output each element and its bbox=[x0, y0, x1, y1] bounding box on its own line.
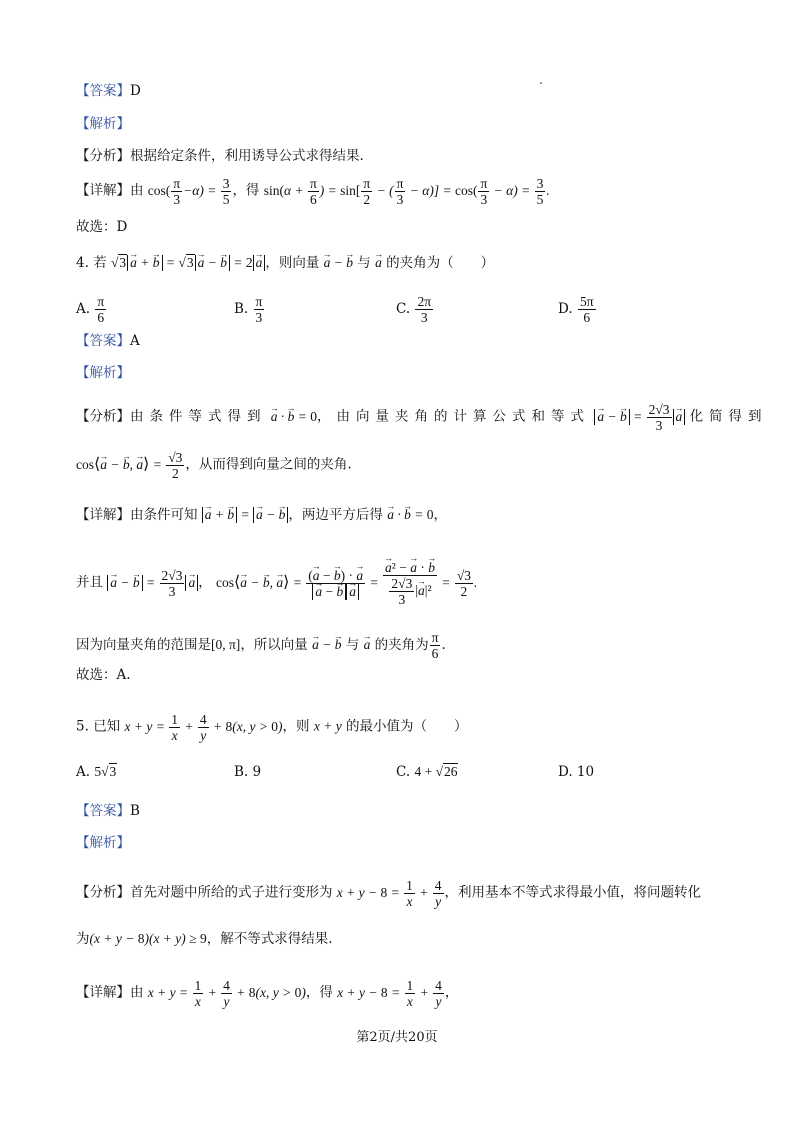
q4-dot-zero: → a · → b = 0 bbox=[271, 409, 317, 424]
q5-option-c bbox=[396, 763, 458, 781]
q4-cos-derivation: cos⟨→ a − → b, → a⟩ = (→ a − → b) · → a → a − → b→ a = → a² − → a · → b $\frac{2√3}{3}$ |→ a|² = $\frac{√3}{2}$ . bbox=[216, 575, 477, 590]
q3-formula-1: cos( $\frac{\pi}{3}$ −α) = $\frac{3}{5}$ bbox=[147, 176, 230, 207]
q5-condition: x + y = $\frac{1}{x}$ + $\frac{4}{y}$ + 8(x, y > 0) bbox=[124, 712, 283, 743]
q3-conclusion-text: 故选：D bbox=[76, 219, 128, 235]
answer-tag: 【答案】 bbox=[76, 333, 130, 349]
q4-cos-result: cos⟨→ a − → b, → a⟩ = $\frac{√3}{2}$ bbox=[76, 457, 185, 472]
q5-option-d bbox=[558, 763, 594, 781]
q4-xiangjie-part1: 由条件可知 bbox=[130, 507, 198, 523]
q5-inequality: (x + y − 8)(x + y) ≥ 9 bbox=[89, 931, 207, 946]
q5-fenxi-line-2 bbox=[76, 930, 333, 948]
page-footer: 第2页/共20页 bbox=[356, 1030, 438, 1045]
q5-fenxi-part1: 首先对题中所给的式子进行变形为 bbox=[130, 884, 333, 901]
q5-min-text: 的最小值为（ ） bbox=[345, 718, 468, 735]
q4-conclusion-text: 故选：A. bbox=[76, 667, 131, 683]
q4-result-frac: $\frac{\pi}{6}$ bbox=[431, 630, 439, 661]
q4-fenxi-part2: ，由向量夹角的计算公式和等式 bbox=[317, 408, 591, 425]
analysis-tag: 【解析】 bbox=[76, 365, 130, 381]
q4-fenxi-part3: 化简得到 bbox=[689, 408, 768, 425]
q3-xiangjie-prefix: 由 bbox=[130, 182, 144, 199]
fenxi-tag: 【分析】 bbox=[76, 148, 130, 164]
q3-fenxi-line bbox=[76, 147, 364, 165]
q4-option-d-label: D. bbox=[558, 301, 573, 317]
q4-vec-a: → a bbox=[375, 255, 382, 270]
q5-fenxi-eq: x + y − 8 = $\frac{1}{x}$ + $\frac{4}{y}$ bbox=[336, 878, 442, 909]
q5-option-d-label: D. 10 bbox=[558, 764, 595, 780]
q5-ze-min: ，则 bbox=[282, 718, 310, 735]
analysis-tag: 【解析】 bbox=[76, 116, 130, 132]
q4-fenxi-line-2 bbox=[76, 450, 352, 481]
q5-xiangjie-line: 【详解】由 x + y = $\frac{1}{x}$ + $\frac{4}{y}$ + 8(x, y > 0)，得 x + y − 8 = $\frac{1}{x}$ + $\frac{4}{y}$ ， bbox=[76, 978, 459, 1009]
q4-range-line: 因为向量夹角的范围是[0, π]，所以向量 → a − → b 与 → a 的夹角为 $\frac{\pi}{6}$ . bbox=[76, 630, 446, 661]
q4-bingqie-eq: → a − → b = $\frac{2√3}{3}$ → a bbox=[107, 575, 198, 590]
q5-fenxi-part3: ，解不等式求得结果. bbox=[206, 931, 333, 947]
q4-xiangjie-part2: ，两边平方后得 bbox=[288, 507, 383, 523]
q3-conclusion bbox=[76, 218, 127, 236]
q4-xiangjie-eq: → a + → b = → a − → b bbox=[202, 507, 289, 522]
q3-answer: D bbox=[130, 83, 141, 99]
q3-xiangjie-line bbox=[76, 176, 550, 207]
q4-range-text-4: 的夹角为 bbox=[374, 637, 429, 653]
q5-xiangjie-part2: ，得 bbox=[305, 984, 333, 1001]
q4-option-b-label: B. bbox=[234, 301, 249, 317]
q5-option-b-label: B. 9 bbox=[234, 764, 262, 780]
q4-range-vec-a: → a bbox=[364, 637, 371, 652]
q5-option-a bbox=[76, 763, 117, 781]
q4-question bbox=[76, 254, 494, 272]
q4-range-vec-diff: → a − → b bbox=[312, 637, 341, 652]
q5-xiangjie-eq1: x + y = $\frac{1}{x}$ + $\frac{4}{y}$ + 8(x, y > 0) bbox=[147, 978, 306, 1009]
answer-tag: 【答案】 bbox=[76, 803, 130, 819]
q3-analysis-line bbox=[76, 115, 130, 133]
q3-de: ，得 bbox=[232, 182, 260, 199]
q4-option-b: B. $\frac{\pi}{3}$ bbox=[234, 294, 263, 325]
q4-xiangjie-line-1: 【详解】由条件可知 → a + → b = → a − → b ，两边平方后得 → a · → b = 0， bbox=[76, 506, 447, 524]
fenxi-tag: 【分析】 bbox=[76, 884, 130, 901]
q4-yu: 与 bbox=[357, 255, 371, 271]
q4-analysis-line bbox=[76, 364, 130, 382]
q4-fenxi-part4: ，从而得到向量之间的夹角. bbox=[185, 456, 352, 473]
q4-range: [0, π] bbox=[211, 637, 241, 652]
q5-yizhi: 已知 bbox=[93, 718, 121, 735]
q4-answer: A bbox=[130, 333, 140, 349]
analysis-tag: 【解析】 bbox=[76, 835, 130, 851]
q5-option-a-value: 5√3 bbox=[94, 764, 117, 779]
q5-answer: B bbox=[130, 803, 140, 819]
q5-number: 5. bbox=[76, 718, 89, 735]
q4-fenxi-eq: → a − → b = $\frac{2√3}{3}$ → a bbox=[594, 409, 685, 424]
scan-dot bbox=[540, 82, 542, 84]
q4-xiangjie-dot: → a · → b = 0 bbox=[387, 507, 433, 522]
q5-option-c-label: C. bbox=[396, 764, 411, 780]
q5-xiangjie-part1: 由 bbox=[130, 984, 144, 1001]
q5-analysis-line bbox=[76, 834, 130, 852]
q4-xiangjie-line-2: 并且 → a − → b = $\frac{2√3}{3}$ → a ， cos⟨→ a − → b, → a⟩ = (→ a − → b) · → a → a − → b→ a = → a² − → a · → b $\frac{2√3}{3}$ |→ a|² = $\frac{√3}{2}$ . bbox=[76, 560, 477, 607]
q4-answer-line bbox=[76, 332, 140, 350]
answer-tag: 【答案】 bbox=[76, 83, 130, 99]
q4-ze: ，则向量 bbox=[265, 255, 320, 271]
q4-fenxi-part1: 由条件等式得到 bbox=[130, 408, 267, 425]
xiangjie-tag: 【详解】 bbox=[76, 182, 130, 199]
q5-answer-line bbox=[76, 802, 140, 820]
q5-option-b bbox=[234, 763, 261, 781]
q4-option-c-label: C. bbox=[396, 301, 411, 317]
q3-formula-2: sin(α + $\frac{\pi}{6}$ ) = sin[ $\frac{\pi}{2}$ − ( $\frac{\pi}{3}$ − α)] = cos( $\frac{\pi}{3}$ − α) = $\frac{3}{5}$ . bbox=[263, 176, 550, 207]
q5-xiangjie-eq2: x + y − 8 = $\frac{1}{x}$ + $\frac{4}{y}$ bbox=[337, 978, 442, 1009]
q4-conclusion bbox=[76, 666, 131, 684]
q4-option-a: A. $\frac{\pi}{6}$ bbox=[76, 294, 105, 325]
q4-vec-diff: → a − → b bbox=[324, 255, 353, 270]
q4-number: 4. bbox=[76, 255, 89, 271]
q4-range-text-2: ，所以向量 bbox=[240, 637, 308, 653]
q3-answer-line bbox=[76, 82, 141, 100]
q4-bingqie: 并且 bbox=[76, 574, 103, 591]
q5-option-c-value: 4 + √26 bbox=[414, 764, 458, 779]
q3-fenxi-text: 根据给定条件，利用诱导公式求得结果. bbox=[130, 148, 364, 164]
q4-de-jiajiao: 的夹角为（ ） bbox=[386, 255, 495, 271]
q5-fenxi-line-1 bbox=[76, 878, 701, 909]
q5-xy: x + y bbox=[313, 718, 342, 734]
q4-range-text-3: 与 bbox=[345, 637, 360, 653]
q4-option-d: D. $\frac{5\pi}{6}$ bbox=[558, 294, 594, 325]
q4-fenxi-line-1 bbox=[76, 402, 768, 433]
xiangjie-tag: 【详解】 bbox=[76, 507, 130, 523]
q4-condition-formula: √3→ a + → b = √3→ a − → b = 2→ a bbox=[111, 255, 265, 270]
q4-range-text-1: 因为向量夹角的范围是 bbox=[76, 637, 211, 653]
xiangjie-tag: 【详解】 bbox=[76, 984, 130, 1001]
q5-fenxi-part2: ，利用基本不等式求得最小值，将问题转化 bbox=[444, 884, 702, 901]
q5-option-a-label: A. bbox=[76, 764, 91, 780]
q5-question bbox=[76, 712, 467, 743]
q4-option-a-label: A. bbox=[76, 301, 91, 317]
q4-option-c: C. $\frac{2\pi}{3}$ bbox=[396, 294, 432, 325]
q5-wei: 为 bbox=[76, 931, 90, 947]
fenxi-tag: 【分析】 bbox=[76, 408, 130, 425]
q4-ruo: 若 bbox=[93, 255, 107, 271]
